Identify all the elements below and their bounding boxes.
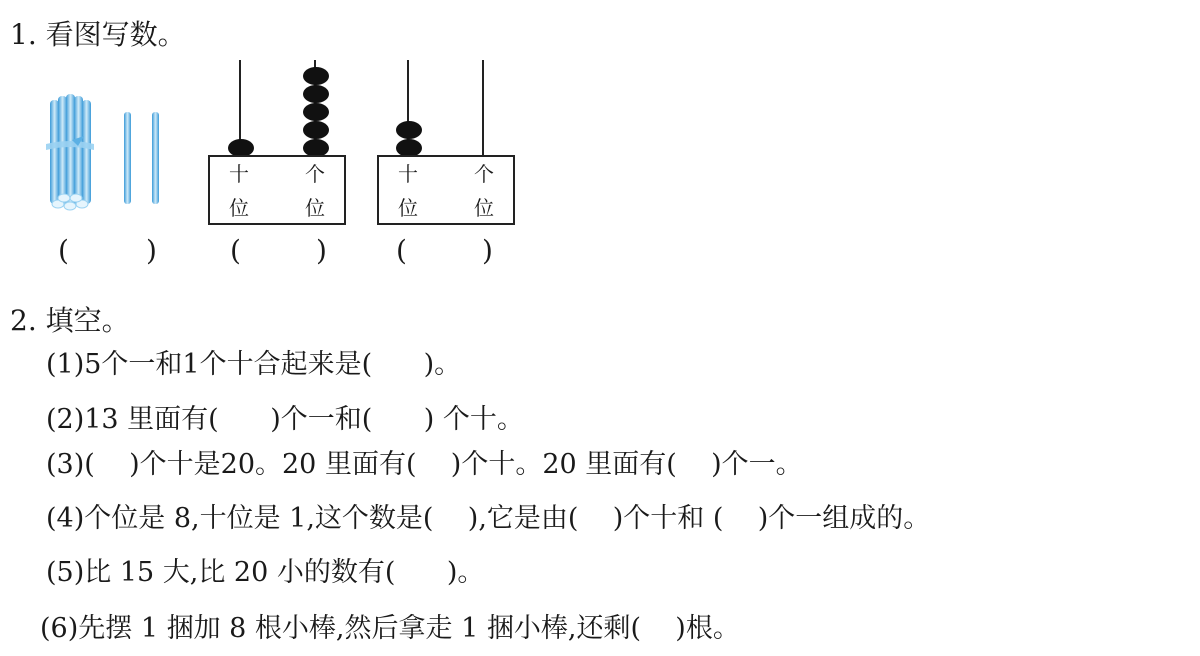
fill-item-4: (4)个位是 8,十位是 1,这个数是( ),它是由( )个十和 ( )个一组成的。 <box>46 503 931 534</box>
question-2-number: 2. <box>10 304 37 337</box>
fill-item-3: (3)( )个十是20。20 里面有( )个十。20 里面有( )个一。 <box>46 449 803 480</box>
abacus-frame <box>208 155 346 225</box>
question-1-title <box>10 18 186 52</box>
ones-label-top: 个 <box>474 162 494 186</box>
abacus-bead <box>303 85 329 103</box>
abacus-frame <box>377 155 515 225</box>
question-1-text: 看图写数。 <box>45 18 186 51</box>
fill-item-2: (2)13 里面有( )个一和( ) 个十。 <box>46 404 524 435</box>
fill-item-5: (5)比 15 大,比 20 小的数有( )。 <box>46 557 485 588</box>
abacus-bead <box>303 121 329 139</box>
ones-rod <box>482 60 484 156</box>
tens-label-top: 十 <box>229 162 249 186</box>
answer-1-open: ( <box>58 234 69 267</box>
question-2-text: 填空。 <box>45 304 130 337</box>
answer-2-close: ) <box>316 234 327 267</box>
single-stick <box>152 112 159 204</box>
ones-label-bottom: 位 <box>305 196 325 220</box>
question-2-title <box>10 304 130 338</box>
stick-bundle <box>46 94 94 210</box>
fill-item-1: (1)5个一和1个十合起来是( )。 <box>46 349 462 380</box>
single-stick <box>124 112 131 204</box>
answer-2-open: ( <box>230 234 241 267</box>
abacus-bead <box>303 67 329 85</box>
tens-label-bottom: 位 <box>229 196 249 220</box>
question-1-number: 1. <box>10 18 37 51</box>
tens-label-top: 十 <box>398 162 418 186</box>
abacus-bead <box>396 121 422 139</box>
answer-3-close: ) <box>482 234 493 267</box>
tens-label-bottom: 位 <box>398 196 418 220</box>
fill-item-6: (6)先摆 1 捆加 8 根小棒,然后拿走 1 捆小棒,还剩( )根。 <box>40 613 740 644</box>
ones-label-bottom: 位 <box>474 196 494 220</box>
ones-label-top: 个 <box>305 162 325 186</box>
answer-1-close: ) <box>146 234 157 267</box>
abacus-bead <box>303 103 329 121</box>
answer-3-open: ( <box>396 234 407 267</box>
stick-bundle-picture <box>44 92 174 222</box>
